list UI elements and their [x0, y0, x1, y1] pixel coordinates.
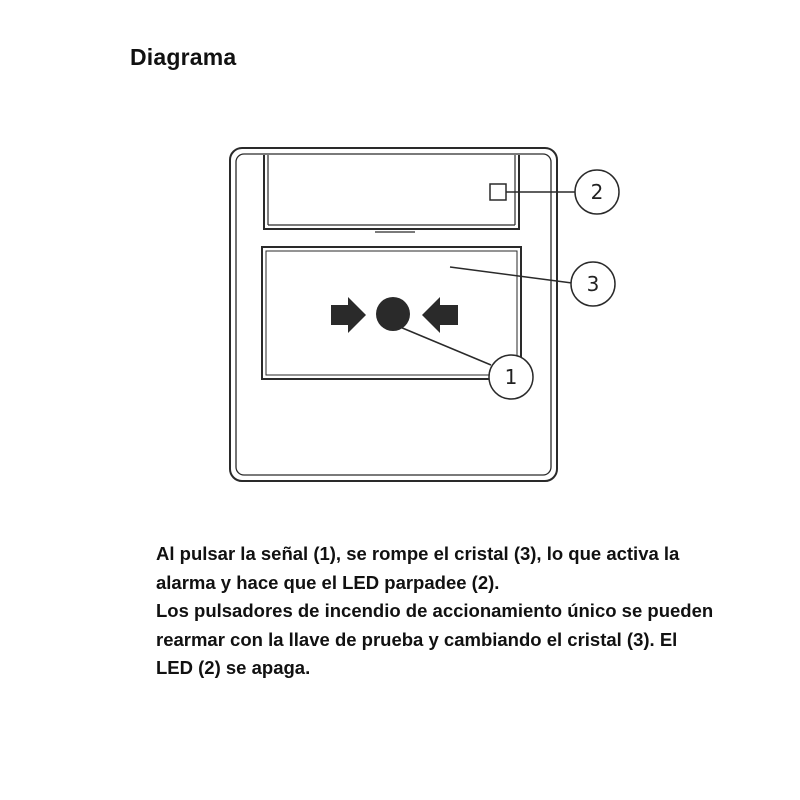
left-arrow-icon [422, 297, 458, 333]
callout-1-label: 1 [504, 365, 518, 389]
callout-2 [575, 170, 619, 214]
callout-3 [571, 262, 615, 306]
callout-1 [489, 355, 533, 399]
description-paragraph-1: Al pulsar la señal (1), se rompe el cristal (3), lo que activa la alarma y hace que el LED parpadee (2). [156, 543, 680, 593]
callout-3-label: 3 [586, 272, 600, 296]
leader-lines [400, 192, 576, 365]
right-arrow-icon [331, 297, 366, 333]
top-window [264, 155, 519, 232]
description-paragraph-2: Los pulsadores de incendio de accionamiento único se pueden rearmar con la llave de prueba y cambiando el cristal (3). El LED (2) se apaga. [156, 600, 714, 678]
led-indicator [490, 184, 506, 200]
description-text [156, 540, 716, 683]
activation-button [376, 297, 410, 331]
callout-2-label: 2 [590, 180, 604, 204]
page-title: Diagrama [130, 44, 237, 70]
